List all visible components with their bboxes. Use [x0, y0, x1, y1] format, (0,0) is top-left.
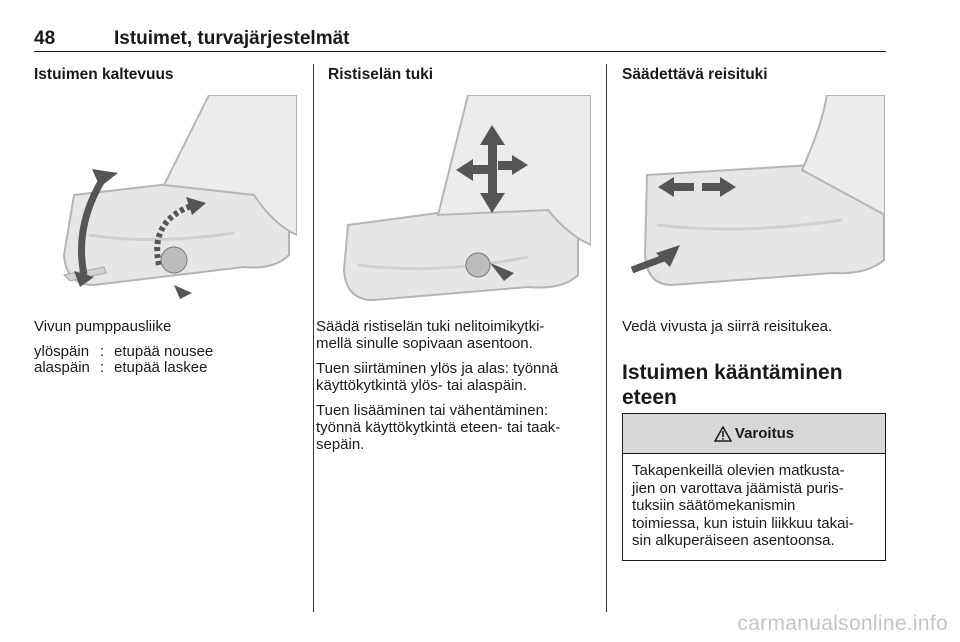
chapter-title: Istuimet, turvajärjestelmät: [114, 28, 350, 49]
page-header: [34, 28, 886, 52]
seat-tilt-illustration: [34, 95, 297, 307]
section-title-thigh-support: Säädettävä reisituki: [622, 66, 768, 83]
tilt-direction-table: [34, 344, 213, 376]
section-title-seat-tilt: Istuimen kaltevuus: [34, 66, 174, 83]
table-row: alaspäin : etupää laskee: [34, 359, 208, 376]
lumbar-support-illustration: [328, 95, 591, 307]
section-title-lumbar-support: Ristiselän tuki: [328, 66, 434, 83]
caption-pump-motion: Vivun pumppausliike: [34, 318, 172, 335]
warning-box: [622, 413, 886, 561]
column-divider: [313, 64, 314, 612]
warning-icon: [714, 426, 732, 442]
warning-label: Varoitus: [734, 425, 795, 442]
thigh-support-instruction: Vedä vivusta ja siirrä reisitukea.: [622, 318, 833, 335]
warning-text: Takapenkeillä olevien matkusta- jien on varottava jäämistä puris- tuksiin säätömekanismin toimiessa, kun istuin liikkuu takai- sin alkuperäiseen asentoonsa.: [632, 462, 854, 549]
section-heading-seat-tip: Istuimen kääntäminen eteen: [622, 361, 843, 409]
table-row: ylöspäin : etupää nousee: [34, 343, 214, 360]
warning-header: [623, 414, 885, 454]
thigh-support-illustration: [622, 95, 885, 307]
page-number: 48: [34, 28, 56, 49]
watermark: carmanualsonline.info: [737, 612, 948, 635]
lumbar-instructions: Säädä ristiselän tuki nelitoimikytki- mellä sinulle sopivaan asentoon. Tuen siirtäminen ylös ja alas: työnnä käyttökytkintä ylös- tai alaspäin. Tuen lisääminen tai vähentäminen: työnnä käyttökytkintä eteen- tai taak- sepäin.: [316, 318, 561, 453]
column-divider: [606, 64, 607, 612]
